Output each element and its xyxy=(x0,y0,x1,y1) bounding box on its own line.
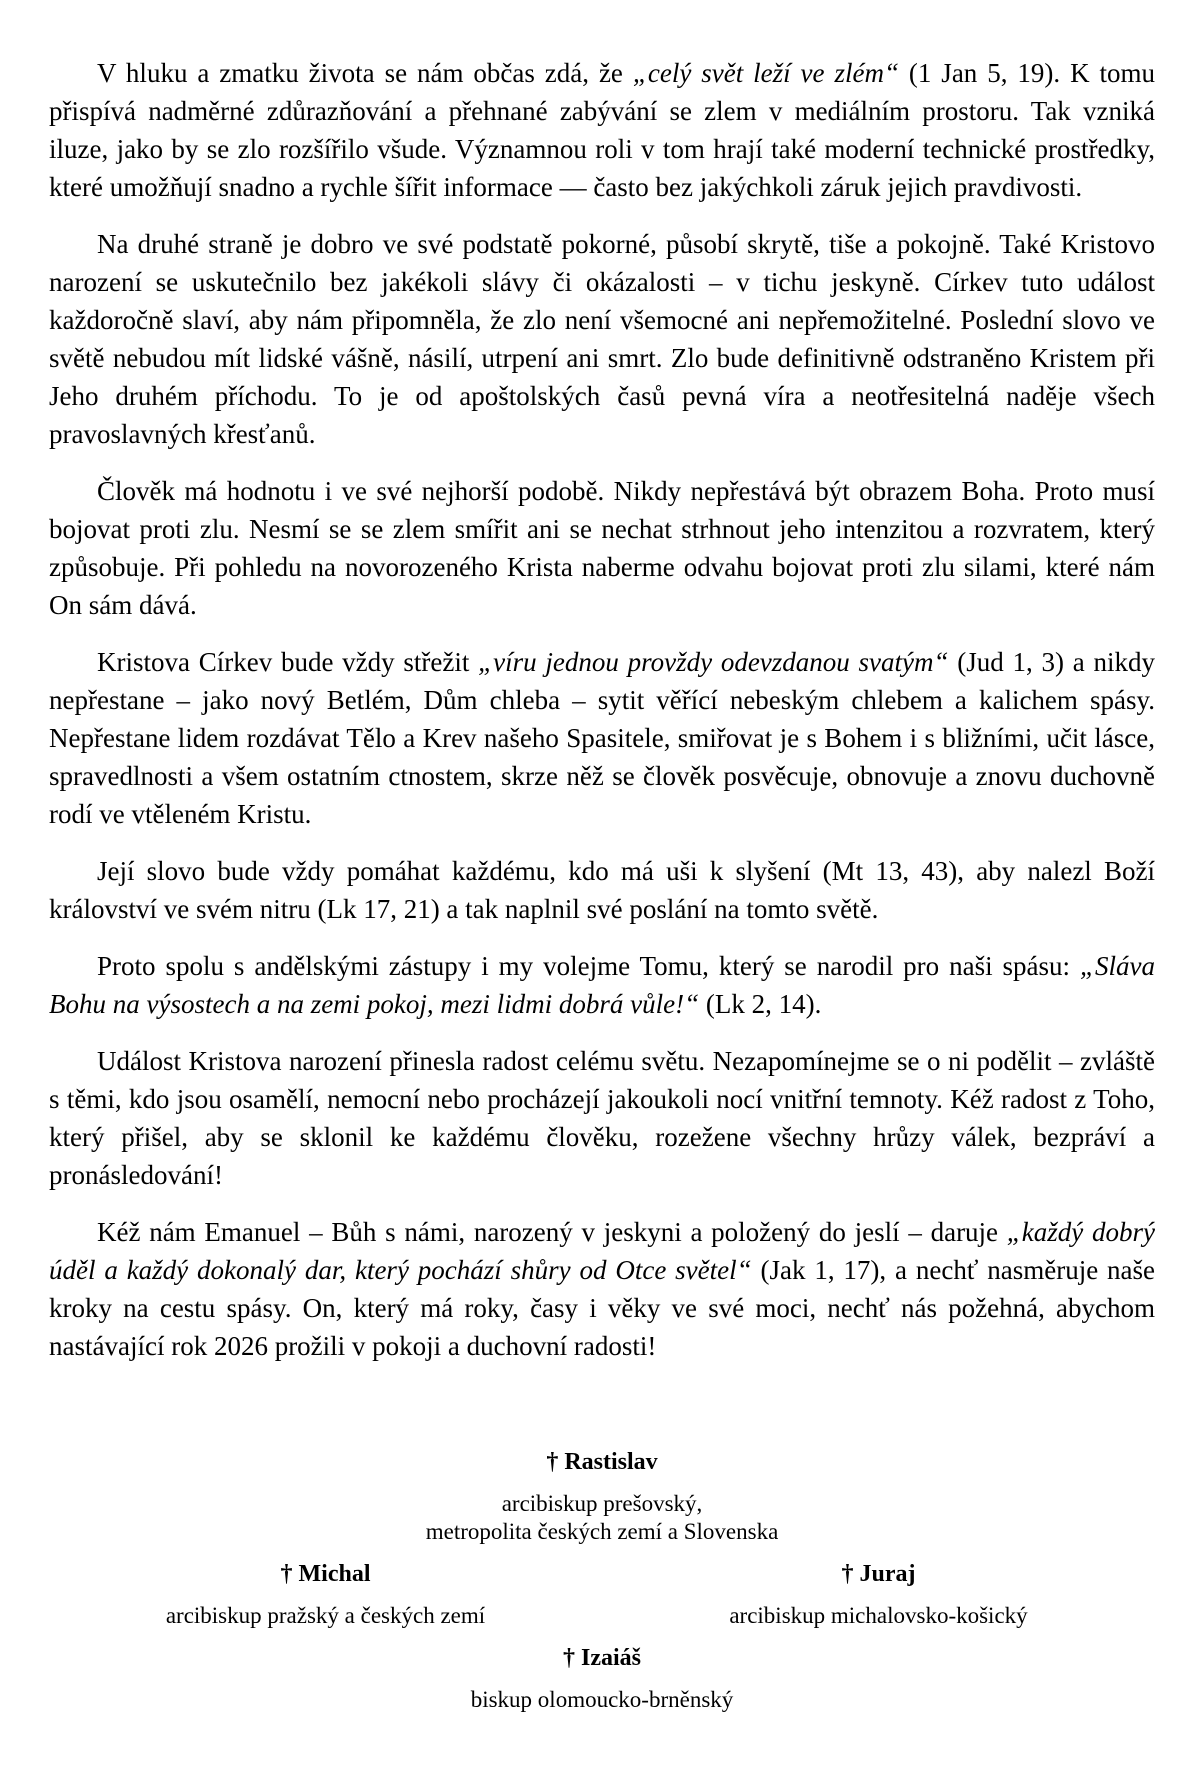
text-run: Na druhé straně je dobro ve své podstatě pokorné, působí skrytě, tiše a pokojně. Také Kristovo narození se uskutečnilo bez jakékoli slávy či okázalosti – v tichu jeskyně. Církev tuto událost každoročně slaví, aby nám připomněla, že zlo není všemocné ani nepřemožitelné. Poslední slovo ve světě nebudou mít lidské vášně, násilí, utrpení ani smrt. Zlo bude definitivně odstraněno Kristem při Jeho druhém příchodu. To je od apoštolských časů pevná víra a neotřesitelná naděje všech pravoslavných křesťanů. xyxy=(49,229,1155,449)
text-run: Člověk má hodnotu i ve své nejhorší podobě. Nikdy nepřestává být obrazem Boha. Proto musí bojovat proti zlu. Nesmí se se zlem smířit ani se nechat strhnout jeho intenzitou a rozvratem, který způsobuje. Při pohledu na novorozeného Krista naberme odvahu bojovat proti zlu silami, které nám On sám dává. xyxy=(49,476,1155,620)
document-body xyxy=(49,54,1155,1365)
signature-title-bottom: biskup olomoucko-brněnský xyxy=(470,1687,734,1712)
text-run: Její slovo bude vždy pomáhat každému, kdo má uši k slyšení (Mt 13, 43), aby nalezl Boží království ve svém nitru (Lk 17, 21) a tak naplnil své poslání na tomto světě. xyxy=(49,856,1155,924)
signature-left xyxy=(49,1559,602,1630)
text-run: (Jak 1, 17), a nechť nasměruje naše kroky na cestu spásy. On, který má roky, časy i věky ve své moci, nechť nás požehná, abychom nastávající rok 2026 prožili v pokoji a duchovní radosti! xyxy=(49,1255,1156,1361)
signature-title-primary-line2: metropolita českých zemí a Slovenska xyxy=(425,1519,779,1544)
text-run: (Jud 1, 3) a nikdy nepřestane – jako nový Betlém, Dům chleba – sytit věřící nebeským chlebem a kalichem spásy. Nepřestane lidem rozdávat Tělo a Krev našeho Spasitele, smiřovat je s Bohem i s bližními, učit lásce, spravedlnosti a všem ostatním ctnostem, skrze něž se člověk posvěcuje, obnovuje a znovu duchovně rodí ve vtěleném Kristu. xyxy=(49,647,1155,829)
signature-title-left: arcibiskup pražský a českých zemí xyxy=(165,1603,486,1628)
signature-title-primary-line1: arcibiskup prešovský, xyxy=(501,1491,703,1516)
signature-name-left: † Michal xyxy=(280,1561,371,1587)
paragraph xyxy=(49,225,1155,453)
text-run: Událost Kristova narození přinesla radost celému světu. Nezapomínejme se o ni podělit – zvláště s těmi, kdo jsou osamělí, nemocní nebo procházejí jakoukoli nocí vnitřní temnoty. Kéž radost z Toho, který přišel, aby se sklonil ke každému člověku, rozežene všechny hrůzy válek, bezpráví a pronásledování! xyxy=(49,1046,1155,1190)
text-run: (Lk 2, 14). xyxy=(699,989,822,1019)
text-run: Proto spolu s andělskými zástupy i my volejme Tomu, který se narodil pro naši spásu: xyxy=(97,951,1080,981)
signature-name-right: † Juraj xyxy=(841,1561,916,1587)
paragraph xyxy=(49,947,1155,1023)
text-run: „Sláva Bohu na výsostech a na zemi pokoj, mezi lidmi dobrá vůle!“ xyxy=(49,951,1155,1019)
paragraph xyxy=(49,1042,1155,1194)
paragraph xyxy=(49,852,1155,928)
signature-name-primary: † Rastislav xyxy=(546,1449,658,1475)
signature-right xyxy=(602,1559,1155,1630)
text-run: V hluku a zmatku života se nám občas zdá, že xyxy=(97,58,633,88)
paragraph xyxy=(49,1213,1155,1365)
text-run: „celý svět leží ve zlém“ xyxy=(632,58,899,88)
paragraph xyxy=(49,643,1155,833)
paragraph xyxy=(49,472,1155,624)
signature-block xyxy=(49,1447,1155,1714)
text-run: Kristova Církev bude vždy střežit xyxy=(97,647,479,677)
signature-name-bottom: † Izaiáš xyxy=(563,1645,641,1671)
text-run: „každý dobrý úděl a každý dokonalý dar, který pochází shůry od Otce světel“ xyxy=(49,1217,1155,1285)
signature-title-right: arcibiskup michalovsko-košický xyxy=(729,1603,1028,1628)
text-run: (1 Jan 5, 19). K tomu přispívá nadměrné zdůrazňování a přehnané zabývání se zlem v mediálním prostoru. Tak vzniká iluze, jako by se zlo rozšířilo všude. Významnou roli v tom hrají také moderní technické prostředky, které umožňují snadno a rychle šířit informace — často bez jakýchkoli záruk jejich pravdivosti. xyxy=(49,58,1155,202)
paragraph xyxy=(49,54,1155,206)
text-run: Kéž nám Emanuel – Bůh s námi, narozený v jeskyni a položený do jeslí – daruje xyxy=(97,1217,1007,1247)
text-run: „víru jednou provždy odevzdanou svatým“ xyxy=(478,647,949,677)
signature-row xyxy=(49,1559,1155,1630)
